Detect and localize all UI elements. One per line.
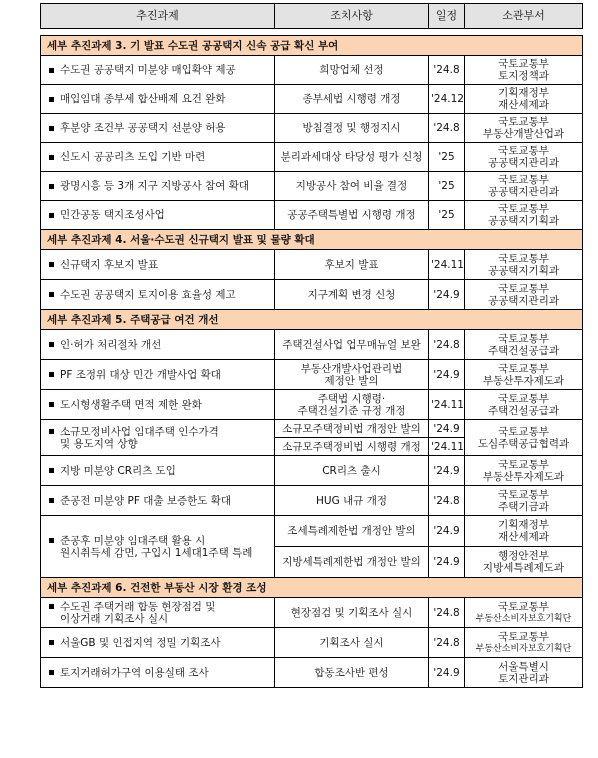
table-row: 후분양 조건부 공공택지 선분양 허용 방침결정 및 행정지시 '24.8 국토교통부 부동산개발산업과 bbox=[41, 114, 583, 143]
table-row: 소규모정비사업 임대주택 인수가격 및 용도지역 상향 소규모주택정비법 개정안 발의 '24.9 국토교통부 도심주택공급협력과 bbox=[41, 420, 583, 438]
bullet-icon bbox=[49, 468, 54, 473]
table-row: 소규모주택정비법 시행령 개정 '24.11 bbox=[41, 438, 583, 456]
table-row: 수도권 공공택지 토지이용 효율성 제고 지구계획 변경 신청 '24.9 국토교통부 공공택지관리과 bbox=[41, 280, 583, 310]
header-row bbox=[41, 4, 583, 29]
bullet-icon bbox=[49, 292, 54, 297]
section-title: 세부 추진과제 6. 건전한 부동산 시장 환경 조성 bbox=[41, 578, 583, 598]
bullet-icon bbox=[49, 402, 54, 407]
table-row: 인·허가 처리절차 개선 주택건설사업 업무매뉴얼 보완 '24.8 국토교통부 주택건설공급과 bbox=[41, 330, 583, 360]
table-row: 준공전 미분양 PF 대출 보증한도 확대 HUG 내규 개정 '24.8 국토교통부 주택기금과 bbox=[41, 486, 583, 516]
section-title: 세부 추진과제 5. 주택공급 여건 개선 bbox=[41, 310, 583, 330]
table-row: 수도권 공공택지 미분양 매입확약 제공 희망업체 선정 '24.8 국토교통부 토지정책과 bbox=[41, 56, 583, 85]
policy-table bbox=[40, 3, 583, 688]
table-row: 광명시흥 등 3개 지구 지방공사 참여 확대 지방공사 참여 비율 결정 '25 국토교통부 공공택지관리과 bbox=[41, 172, 583, 201]
table-row: 지방 미분양 CR리츠 도입 CR리츠 출시 '24.9 국토교통부 부동산투자제도과 bbox=[41, 456, 583, 486]
table-row: 서울GB 및 인접지역 정밀 기획조사 기획조사 실시 '24.8 국토교통부 부동산소비자보호기획단 bbox=[41, 628, 583, 658]
table-row: 지방세특례제한법 개정안 발의 '24.9 행정안전부 지방세특례제도과 bbox=[41, 547, 583, 578]
bullet-icon bbox=[49, 640, 54, 645]
table-row: 수도권 주택거래 합동 현장점검 및 이상거래 기획조사 실시 현장점검 및 기획조사 실시 '24.8 국토교통부 부동산소비자보호기획단 bbox=[41, 598, 583, 628]
section-header bbox=[41, 310, 583, 330]
table-row: PF 조정위 대상 민간 개발사업 확대 부동산개발사업관리법 제정안 발의 '24.9 국토교통부 부동산투자제도과 bbox=[41, 360, 583, 390]
table-row: 신도시 공공리츠 도입 기반 마련 분리과세대상 타당성 평가 신청 '25 국토교통부 공공택지관리과 bbox=[41, 143, 583, 172]
bullet-icon bbox=[49, 126, 54, 131]
bullet-icon bbox=[49, 538, 54, 543]
section-header bbox=[41, 578, 583, 598]
bullet-icon bbox=[49, 213, 54, 218]
table-row: 토지거래허가구역 이용실태 조사 합동조사반 편성 '24.9 서울특별시 토지관리과 bbox=[41, 658, 583, 688]
bullet-icon bbox=[49, 68, 54, 73]
header-task: 추진과제 bbox=[41, 4, 275, 29]
bullet-icon bbox=[49, 604, 54, 609]
header-dept: 소관부서 bbox=[465, 4, 583, 29]
bullet-icon bbox=[49, 429, 54, 434]
header-action: 조치사항 bbox=[275, 4, 429, 29]
bullet-icon bbox=[49, 155, 54, 160]
section-header bbox=[41, 36, 583, 56]
table-row: 준공후 미분양 임대주택 활용 시 원시취득세 감면, 구입시 1세대1주택 특례 조세특례제한법 개정안 발의 '24.9 기획재정부 재산세제과 bbox=[41, 516, 583, 547]
section-title: 세부 추진과제 4. 서울·수도권 신규택지 발표 및 물량 확대 bbox=[41, 230, 583, 250]
bullet-icon bbox=[49, 184, 54, 189]
table-row: 매입임대 종부세 합산배제 요건 완화 종부세법 시행령 개정 '24.12 기획재정부 재산세제과 bbox=[41, 85, 583, 114]
section-header bbox=[41, 230, 583, 250]
bullet-icon bbox=[49, 372, 54, 377]
table-row: 도시형생활주택 면적 제한 완화 주택법 시행령· 주택건설기준 규정 개정 '24.11 국토교통부 주택건설공급과 bbox=[41, 390, 583, 420]
bullet-icon bbox=[49, 498, 54, 503]
bullet-icon bbox=[49, 670, 54, 675]
header-date: 일정 bbox=[429, 4, 465, 29]
bullet-icon bbox=[49, 342, 54, 347]
table-row: 신규택지 후보지 발표 후보지 발표 '24.11 국토교통부 공공택지기획과 bbox=[41, 250, 583, 280]
section-title: 세부 추진과제 3. 기 발표 수도권 공공택지 신속 공급 확신 부여 bbox=[41, 36, 583, 56]
bullet-icon bbox=[49, 97, 54, 102]
bullet-icon bbox=[49, 262, 54, 267]
table-row: 민간공동 택지조성사업 공공주택특별법 시행령 개정 '25 국토교통부 공공택지기획과 bbox=[41, 201, 583, 230]
